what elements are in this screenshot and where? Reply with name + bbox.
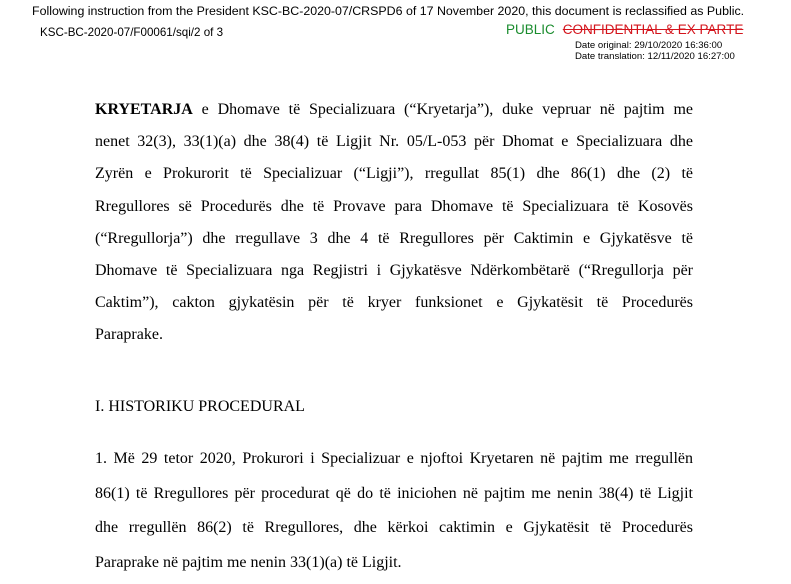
date-translation: Date translation: 12/11/2020 16:27:00 <box>575 51 735 62</box>
classification-previous-label: CONFIDENTIAL & EX PARTE <box>562 22 744 37</box>
intro-line: nenet 32(3), 33(1)(a) dhe 38(4) të Ligjit Nr. 05/L-053 për Dhomat e Specializuara dhe <box>95 133 693 151</box>
intro-line: (“Rregullorja”) dhe rregullave 3 dhe 4 të Rregullores për Caktimin e Gjykatësve të <box>95 229 693 247</box>
intro-paragraph <box>95 94 693 352</box>
intro-line: Paraprake. <box>95 326 163 344</box>
paragraph-line: dhe rregullën 86(2) të Rregullores, dhe kërkoi caktimin e Gjykatësit të Procedurës <box>95 519 693 536</box>
reclassification-notice: Following instruction from the President KSC-BC-2020-07/CRSPD6 of 17 November 2020, this document is reclassified as Public. <box>32 4 745 18</box>
document-dates <box>575 40 735 62</box>
classification-public-label: PUBLIC <box>506 22 555 37</box>
intro-line: Caktim”), cakton gjykatësin për të kryer funksionet e Gjykatësit të Procedurës <box>95 294 693 312</box>
intro-line: Zyrën e Prokurorit të Specializuar (“Ligji”), rregullat 85(1) dhe 86(1) dhe (2) të <box>95 165 693 183</box>
intro-line: Dhomave të Specializuara nga Regjistri i Gjykatësve Ndërkombëtarë (“Rregullorja për <box>95 262 693 280</box>
intro-bold-lead: KRYETARJA <box>95 101 193 118</box>
numbered-paragraph-1 <box>95 442 693 580</box>
document-reference: KSC-BC-2020-07/F00061/sqi/2 of 3 <box>40 26 224 39</box>
paragraph-line: Paraprake në pajtim me nenin 33(1)(a) të Ligjit. <box>95 553 402 571</box>
date-original: Date original: 29/10/2020 16:36:00 <box>575 40 723 51</box>
section-heading: I. HISTORIKU PROCEDURAL <box>95 398 305 415</box>
intro-line: Rregullores së Procedurës dhe të Provave para Dhomave të Specializuara të Kosovës <box>95 197 693 215</box>
paragraph-line: 86(1) të Rregullores për procedurat që do të iniciohen në pajtim me nenin 38(4) të Ligjit <box>95 484 693 502</box>
intro-line-rest: e Dhomave të Specializuara (“Kryetarja”), duke vepruar në pajtim me <box>192 101 693 118</box>
classification-marking <box>506 22 743 38</box>
intro-line <box>95 94 693 126</box>
paragraph-line: 1. Më 29 tetor 2020, Prokurori i Specializuar e njoftoi Kryetaren në pajtim me rregullën <box>95 450 693 467</box>
